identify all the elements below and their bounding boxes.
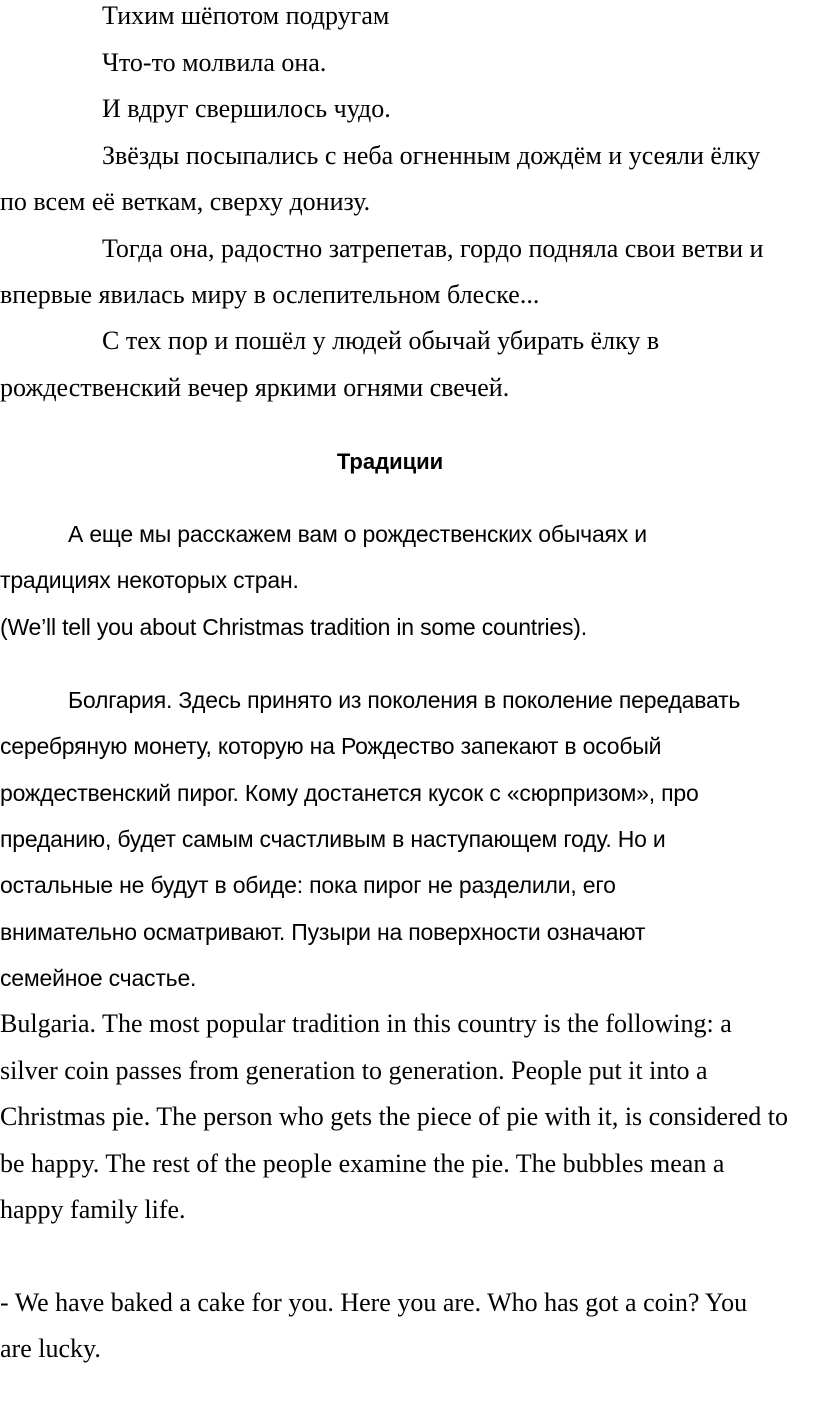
story-paragraph-3-line-1: С тех пор и пошёл у людей обычай убирать ёлку в: [102, 326, 660, 355]
dialogue-line-1: - We have baked a cake for you. Here you are. Who has got a coin? You: [0, 1288, 748, 1317]
story-paragraph-2-line-2: впервые явилась миру в ослепительном блеске...: [0, 280, 540, 309]
story-paragraph-1-line-1: Звёзды посыпались с неба огненным дождём и усеяли ёлку: [102, 141, 761, 170]
bulgaria-ru-line-6: внимательно осматривают. Пузыри на поверхности означают: [0, 919, 646, 945]
bulgaria-ru-line-1: Болгария. Здесь принято из поколения в поколение передавать: [68, 687, 741, 713]
poem-line-1: Тихим шёпотом подругам: [102, 1, 390, 30]
bulgaria-en-line-3: Christmas pie. The person who gets the piece of pie with it, is considered to: [0, 1102, 789, 1131]
bulgaria-en-line-2: silver coin passes from generation to generation. People put it into a: [0, 1056, 708, 1085]
poem-line-2: Что-то молвила она.: [102, 48, 327, 77]
bulgaria-ru-line-7: семейное счастье.: [0, 965, 197, 991]
bulgaria-ru-line-4: преданию, будет самым счастливым в наступающем году. Но и: [0, 826, 666, 852]
intro-ru-line-2: традициях некоторых стран.: [0, 567, 299, 593]
bulgaria-ru-line-5: остальные не будут в обиде: пока пирог не разделили, его: [0, 872, 616, 898]
dialogue-line-2: are lucky.: [0, 1334, 101, 1363]
bulgaria-en-line-1: Bulgaria. The most popular tradition in this country is the following: a: [0, 1009, 732, 1038]
intro-ru-line-1: А еще мы расскажем вам о рождественских обычаях и: [68, 521, 647, 547]
bulgaria-ru-line-2: серебряную монету, которую на Рождество запекают в особый: [0, 733, 662, 759]
section-heading: Традиции: [336, 449, 444, 474]
bulgaria-en-line-4: be happy. The rest of the people examine the pie. The bubbles mean a: [0, 1149, 725, 1178]
bulgaria-en-line-5: happy family life.: [0, 1195, 186, 1224]
intro-en-line: (We’ll tell you about Christmas tradition in some countries).: [0, 614, 587, 640]
story-paragraph-2-line-1: Тогда она, радостно затрепетав, гордо подняла свои ветви и: [102, 234, 764, 263]
story-paragraph-3-line-2: рождественский вечер яркими огнями свечей.: [0, 373, 510, 402]
poem-line-3: И вдруг свершилось чудо.: [102, 94, 391, 123]
bulgaria-ru-line-3: рождественский пирог. Кому достанется кусок с «сюрпризом», про: [0, 780, 699, 806]
story-paragraph-1-line-2: по всем её веткам, сверху донизу.: [0, 187, 371, 216]
